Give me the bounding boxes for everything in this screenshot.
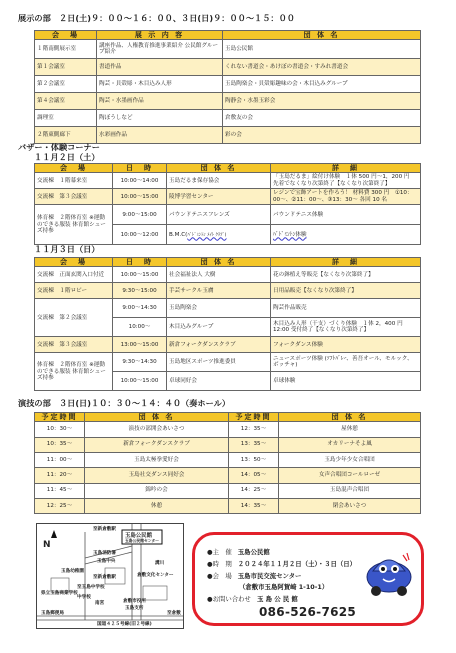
exhibit-content: 書道作品 — [97, 59, 223, 76]
map-label-commercial-hs: 県立玉島商業学校 — [41, 591, 78, 596]
column-header: 会 場 — [35, 31, 97, 40]
column-header: 団 体 名 — [85, 413, 229, 422]
exhibit-group: 陶静会・水墨玉彩会 — [223, 93, 421, 110]
map-label-kominkan-center: 玉島公民館センター — [125, 538, 160, 543]
bazaar-time: 13:00～15:00 — [113, 337, 167, 353]
date-label: ●時 期 — [207, 560, 232, 568]
place-value: 玉島市民交流センター — [237, 572, 302, 580]
bazaar-venue: 交流棟 １階幕来室 — [35, 173, 113, 189]
exhibit-group: 玉島公民館 — [223, 40, 421, 59]
place-row — [207, 571, 301, 580]
table-row — [35, 283, 421, 299]
performance-time: 11：20～ — [35, 468, 85, 483]
table-row — [35, 93, 421, 110]
bazaar-group: 社会福祉法人 大樹 — [167, 267, 271, 283]
exhibit-content: 陶芸・貝殻彫・木目込み人形 — [97, 76, 223, 93]
bazaar-group-extra: ﾊﾞﾄﾞﾐﾝﾄﾝ ﾒｲﾄ ｸﾗﾌﾞ) — [187, 232, 227, 238]
bazaar-venue: 交流棟 第３会議室 — [35, 337, 113, 353]
map-label-to-junior-high: 至玉島中学校 — [77, 585, 105, 590]
bazaar-detail: 卓球体験 — [271, 372, 421, 391]
column-header: 会 場 — [35, 164, 113, 173]
host-row — [207, 547, 270, 556]
bazaar-venue: 交流棟 １階ロビー — [35, 283, 113, 299]
table-row — [35, 76, 421, 93]
map-label-kindergarten: 玉島幼稚園 — [61, 569, 84, 574]
bazaar-group — [167, 225, 271, 245]
performance-time: 12：25～ — [35, 498, 85, 513]
performance-group: 玉島太極拳愛好会 — [85, 452, 229, 467]
event-info-card — [192, 532, 424, 626]
exhibit-group: 倉敷友の会 — [223, 110, 421, 127]
bazaar-time: 9:30～14:30 — [113, 353, 167, 372]
column-header: 団 体 名 — [223, 31, 421, 40]
bazaar-time: 9:00～15:00 — [113, 205, 167, 225]
map-label-branch-office: 玉島支所 — [125, 606, 144, 611]
bazaar-detail: フォークダンス体験 — [271, 337, 421, 353]
column-header: 予定時間 — [229, 413, 279, 422]
bazaar-title: バザー・体験コーナー — [18, 142, 100, 152]
exhibit-group: 彩の会 — [223, 127, 421, 144]
table-row — [35, 452, 421, 467]
performance-time: 14：25～ — [229, 483, 279, 498]
bazaar-venue: 体育棟 ２階体育室 ※運動のできる服装 体育館シューズ持参 — [35, 353, 113, 391]
bazaar-venue: 交流棟 第２会議室 — [35, 299, 113, 337]
map-label-post-office: 玉島郵便局 — [41, 611, 64, 616]
bazaar-group: 玉島地区スポーツ推進委員 — [167, 353, 271, 372]
bazaar-detail: 木目込み人形（干支）づくり体験 １体 2，400 円 12:00 受付終了【なくなり次第終了】 — [271, 318, 421, 337]
mascot-car-icon — [363, 547, 415, 599]
exhibit-venue: 調理室 — [35, 110, 97, 127]
bazaar-detail: レジンで宝飾アートを作ろう！ 材料費 300 円 ①10：00～、②11：00～、③13：30～ 各回 10 名 — [271, 189, 421, 205]
access-map — [36, 523, 184, 629]
bazaar-time: 10:00～14:00 — [113, 173, 167, 189]
performance-group: 玉島混声合唱団 — [279, 483, 421, 498]
bazaar-group: 木目込みグループ — [167, 318, 271, 337]
table-row — [35, 189, 421, 205]
table-row — [35, 173, 421, 189]
map-label-to-kurashiki: 至倉敷 — [167, 611, 181, 616]
table-header-row — [35, 258, 421, 267]
table-row — [35, 498, 421, 513]
bazaar-day2-table — [34, 257, 421, 391]
table-row — [35, 483, 421, 498]
host-value: 玉島公民館 — [237, 548, 270, 556]
column-header: 詳 細 — [271, 164, 421, 173]
table-header-row — [35, 164, 421, 173]
table-row — [35, 422, 421, 437]
map-label-kominkan: 玉島公民館 — [125, 533, 152, 539]
bazaar-group: 卓球同好会 — [167, 372, 271, 391]
performance-title: 演技の部 ３日(日)１０：３０～１４：４０（奏ホール） — [18, 398, 231, 408]
bazaar-day2: １１月３日（日） — [34, 244, 100, 254]
table-row — [35, 59, 421, 76]
column-header: 日 時 — [113, 164, 167, 173]
bazaar-time: 10:00～15:00 — [113, 189, 167, 205]
bazaar-detail: 花の鉢植え等販売【なくなり次第終了】 — [271, 267, 421, 283]
performance-time: 12：35～ — [229, 422, 279, 437]
performance-time: 10：35～ — [35, 437, 85, 452]
performance-time: 13：50～ — [229, 452, 279, 467]
contact-value: 玉 島 公 民 館 — [256, 595, 298, 603]
bazaar-detail: ニュースポーツ体験 (ｿﾌﾄﾊﾞﾚｰ、善吾オール、モルック、ボッチャ) — [271, 353, 421, 372]
bazaar-time: 9:30～15:00 — [113, 283, 167, 299]
performance-group: 休憩 — [85, 498, 229, 513]
performance-group: オカリーナそよ風 — [279, 437, 421, 452]
exhibit-venue: 第１会議室 — [35, 59, 97, 76]
exhibit-title: 展示の部 ２日(土)９：００～１６：００、３日(日)９：００～１５：００ — [18, 13, 295, 23]
exhibit-venue: 第２会議室 — [35, 76, 97, 93]
column-header: 団 体 名 — [279, 413, 421, 422]
bazaar-time: 9:00～14:30 — [113, 299, 167, 318]
column-header: 展 示 内 容 — [97, 31, 223, 40]
table-row — [35, 40, 421, 59]
bazaar-detail: ﾊﾞﾄﾞﾐﾝﾄﾝ体験 — [271, 225, 421, 245]
bazaar-time: 10:00～15:00 — [113, 372, 167, 391]
performance-table — [34, 412, 421, 514]
column-header: 予定時間 — [35, 413, 85, 422]
address-value: （倉敷市玉島阿賀崎 1-10-1） — [239, 583, 329, 591]
column-header: 日 時 — [113, 258, 167, 267]
date-row — [207, 559, 356, 568]
table-row — [35, 110, 421, 127]
map-label-city-office: 倉敷市役所 — [123, 599, 146, 604]
table-header-row — [35, 31, 421, 40]
bazaar-venue: 交流棟 第３会議室 — [35, 189, 113, 205]
bazaar-time: 10:00～12:00 — [113, 225, 167, 245]
performance-group: 錦吟の会 — [85, 483, 229, 498]
host-label: ●主 催 — [207, 548, 232, 556]
performance-time: 11：45～ — [35, 483, 85, 498]
map-label-junior-high: 中学校 — [77, 595, 91, 600]
table-row — [35, 267, 421, 283]
bazaar-detail: 日用品販売【なくなり次第終了】 — [271, 283, 421, 299]
table-header-row — [35, 413, 421, 422]
bazaar-detail: 陶芸作品販売 — [271, 299, 421, 318]
performance-group: 演技の部開会あいさつ — [85, 422, 229, 437]
performance-time: 13：35～ — [229, 437, 279, 452]
bazaar-group: 新倉フォークダンスクラブ — [167, 337, 271, 353]
bazaar-venue: 体育棟 ２階体育室 ※運動のできる服装 体育館シューズ持参 — [35, 205, 113, 245]
bazaar-venue: 交流棟 正面玄関入口付近 — [35, 267, 113, 283]
performance-time: 10：30～ — [35, 422, 85, 437]
exhibit-venue: 第４会議室 — [35, 93, 97, 110]
map-label-route-425: 国道４２５号線(旧２号線) — [97, 622, 152, 627]
place-label: ●会 場 — [207, 572, 232, 580]
performance-group: 玉島少年少女合唱団 — [279, 452, 421, 467]
map-label-minamimiya: 南宮 — [95, 601, 105, 606]
bazaar-detail: 「玉島だるま」絵付け体験 １体 500 円～1，200 円 先着でなくなり次第終了【なくなり次第終了】 — [271, 173, 421, 189]
exhibit-content: 陶芸・水墨画作品 — [97, 93, 223, 110]
bazaar-time: 10:00～15:00 — [113, 267, 167, 283]
map-label-to-shinkurashiki-2: 至新倉敷駅 — [93, 575, 116, 580]
performance-group: 玉島社交ダンス同好会 — [85, 468, 229, 483]
performance-group: 閉会あいさつ — [279, 498, 421, 513]
performance-time: 14：35～ — [229, 498, 279, 513]
exhibit-content: 水彩画作品 — [97, 127, 223, 144]
exhibit-table — [34, 30, 421, 144]
map-label-bunka-center: 倉敷文化センター — [137, 573, 174, 578]
bazaar-group: 陵博学習センター — [167, 189, 271, 205]
bazaar-group-name: B.M.C( — [169, 231, 188, 238]
bazaar-group: 玉島だるま保存協会 — [167, 173, 271, 189]
contact-label: ●お問い合わせ — [207, 595, 251, 603]
bazaar-group: 玉島陶楽会 — [167, 299, 271, 318]
exhibit-content: 講座作品、人権教育推進事業紹介 公民館グループ紹介 — [97, 40, 223, 59]
performance-group: 新倉フォークダンスクラブ — [85, 437, 229, 452]
map-label-mizokawa: 溝川 — [155, 561, 165, 566]
table-row — [35, 205, 421, 225]
map-label-fire-station: 玉島消防署 — [93, 551, 116, 556]
bazaar-group: 手芸サークル玉膚 — [167, 283, 271, 299]
bazaar-day1-table — [34, 163, 421, 245]
table-row — [35, 437, 421, 452]
bazaar-time: 10:00～ — [113, 318, 167, 337]
column-header: 団 体 名 — [167, 164, 271, 173]
table-row — [35, 468, 421, 483]
bazaar-detail: パウンドテニス体験 — [271, 205, 421, 225]
exhibit-content: 陶ぼうしなど — [97, 110, 223, 127]
performance-group: 屋休憩 — [279, 422, 421, 437]
exhibit-group: 玉島陶楽会・貝殻彫趣味の会・木目込みグループ — [223, 76, 421, 93]
exhibit-group: くれない書道会・あけぼの書道会・すみれ書道会 — [223, 59, 421, 76]
performance-group: 女声合唱団コールローゼ — [279, 468, 421, 483]
map-label-to-shinkurashiki: 至新倉敷駅 — [93, 527, 116, 532]
exhibit-venue: １階南側展示室 — [35, 40, 97, 59]
map-label-tamashima-chuo: 玉島中央 — [97, 559, 116, 564]
bazaar-day1: １１月２日（土） — [34, 152, 100, 162]
bazaar-group: パウンドテニスフレンズ — [167, 205, 271, 225]
performance-time: 11：00～ — [35, 452, 85, 467]
column-header: 団 体 名 — [167, 258, 271, 267]
table-row — [35, 299, 421, 318]
phone-number[interactable]: 086-526-7625 — [259, 605, 357, 619]
table-row — [35, 353, 421, 372]
column-header: 詳 細 — [271, 258, 421, 267]
north-mark: N — [43, 540, 51, 550]
performance-time: 14：05～ — [229, 468, 279, 483]
exhibit-venue: ２階東側廊下 — [35, 127, 97, 144]
table-row — [35, 337, 421, 353]
date-value: ２０２４年１１月２日（土）・３日（日） — [237, 560, 357, 568]
column-header: 会 場 — [35, 258, 113, 267]
contact-row — [207, 594, 298, 603]
